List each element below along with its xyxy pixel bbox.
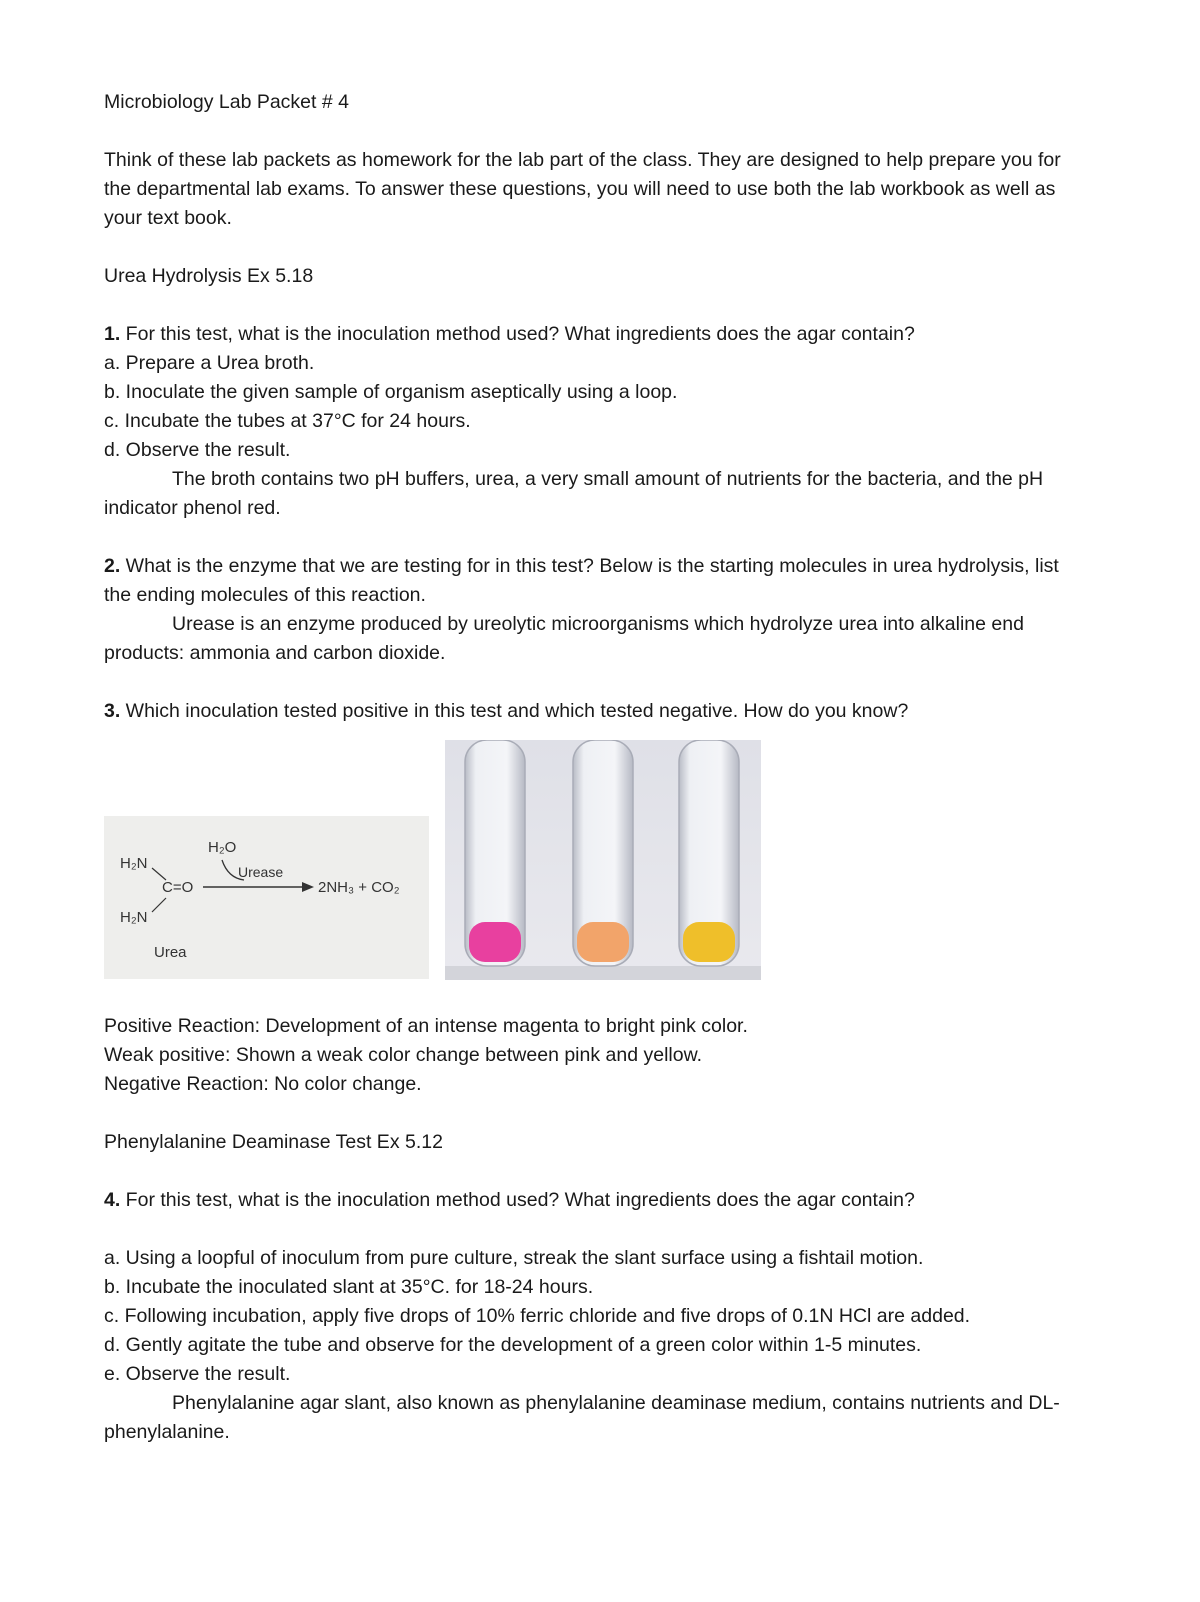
- question-number: 2.: [104, 555, 121, 577]
- document-title: Microbiology Lab Packet # 4: [104, 91, 349, 113]
- step-c: c. Following incubation, apply five drops of 10% ferric chloride and five drops of 0.1N HCl are added.: [104, 1305, 971, 1327]
- answer-1: The broth contains two pH buffers, urea, a very small amount of nutrients for the bacteria, and the pH indicator phenol red.: [104, 468, 1044, 519]
- answer-2: Urease is an enzyme produced by ureolytic microorganisms which hydrolyze urea into alkaline end products: ammonia and carbon dioxide.: [104, 613, 1024, 664]
- step-a: a. Using a loopful of inoculum from pure culture, streak the slant surface using a fishtail motion.: [104, 1247, 924, 1269]
- step-d: d. Observe the result.: [104, 439, 291, 461]
- intro-paragraph: Think of these lab packets as homework for the lab part of the class. They are designed to help prepare you for the departmental lab exams. To answer these questions, you will need to use both the lab workbook as well as your text book.: [104, 149, 1061, 229]
- answer-4: Phenylalanine agar slant, also known as phenylalanine deaminase medium, contains nutrients and DL-phenylalanine.: [104, 1392, 1060, 1443]
- test-tube-weak-positive: [573, 740, 633, 966]
- carbonyl-label: C=O: [162, 879, 194, 896]
- step-c: c. Incubate the tubes at 37°C for 24 hours.: [104, 410, 471, 432]
- water-label: H₂O: [208, 839, 237, 856]
- step-d: d. Gently agitate the tube and observe for the development of a green color within 1-5 minutes.: [104, 1334, 922, 1356]
- amine-top-label: H₂N: [120, 855, 148, 872]
- section-heading-phenylalanine: Phenylalanine Deaminase Test Ex 5.12: [104, 1131, 443, 1153]
- broth-positive: [469, 922, 521, 962]
- document-page: [104, 88, 1084, 1447]
- step-b: b. Incubate the inoculated slant at 35°C. for 18-24 hours.: [104, 1276, 594, 1298]
- result-negative: Negative Reaction: No color change.: [104, 1073, 422, 1095]
- step-e: e. Observe the result.: [104, 1363, 291, 1385]
- question-number: 1.: [104, 323, 121, 345]
- reaction-products-label: 2NH₃ + CO₂: [318, 879, 400, 896]
- question-3: [104, 697, 1084, 726]
- step-b: b. Inoculate the given sample of organism aseptically using a loop.: [104, 381, 678, 403]
- test-tube-positive: [465, 740, 525, 966]
- question-number: 3.: [104, 700, 121, 722]
- urea-reaction-figure: [104, 816, 429, 979]
- urea-label: Urea: [154, 944, 187, 961]
- question-number: 4.: [104, 1189, 121, 1211]
- broth-negative: [683, 922, 735, 962]
- question-text: Which inoculation tested positive in this test and which tested negative. How do you know?: [120, 700, 909, 722]
- question-text: What is the enzyme that we are testing for in this test? Below is the starting molecules in urea hydrolysis, list the ending molecules of this reaction.: [104, 555, 1059, 606]
- question-2: [104, 552, 1084, 610]
- question-text: For this test, what is the inoculation method used? What ingredients does the agar contain?: [120, 1189, 915, 1211]
- urea-tubes-photo: [445, 740, 761, 980]
- broth-weak-positive: [577, 922, 629, 962]
- question-1: [104, 320, 1084, 349]
- section-heading-urea: Urea Hydrolysis Ex 5.18: [104, 265, 314, 287]
- result-positive: Positive Reaction: Development of an intense magenta to bright pink color.: [104, 1015, 748, 1037]
- amine-bottom-label: H₂N: [120, 909, 148, 926]
- result-weak-positive: Weak positive: Shown a weak color change between pink and yellow.: [104, 1044, 702, 1066]
- question-text: For this test, what is the inoculation method used? What ingredients does the agar contain?: [120, 323, 915, 345]
- test-tube-negative: [679, 740, 739, 966]
- urease-enzyme-label: Urease: [238, 864, 284, 880]
- step-a: a. Prepare a Urea broth.: [104, 352, 315, 374]
- question-4: [104, 1186, 1084, 1215]
- figures-row: [104, 740, 1084, 992]
